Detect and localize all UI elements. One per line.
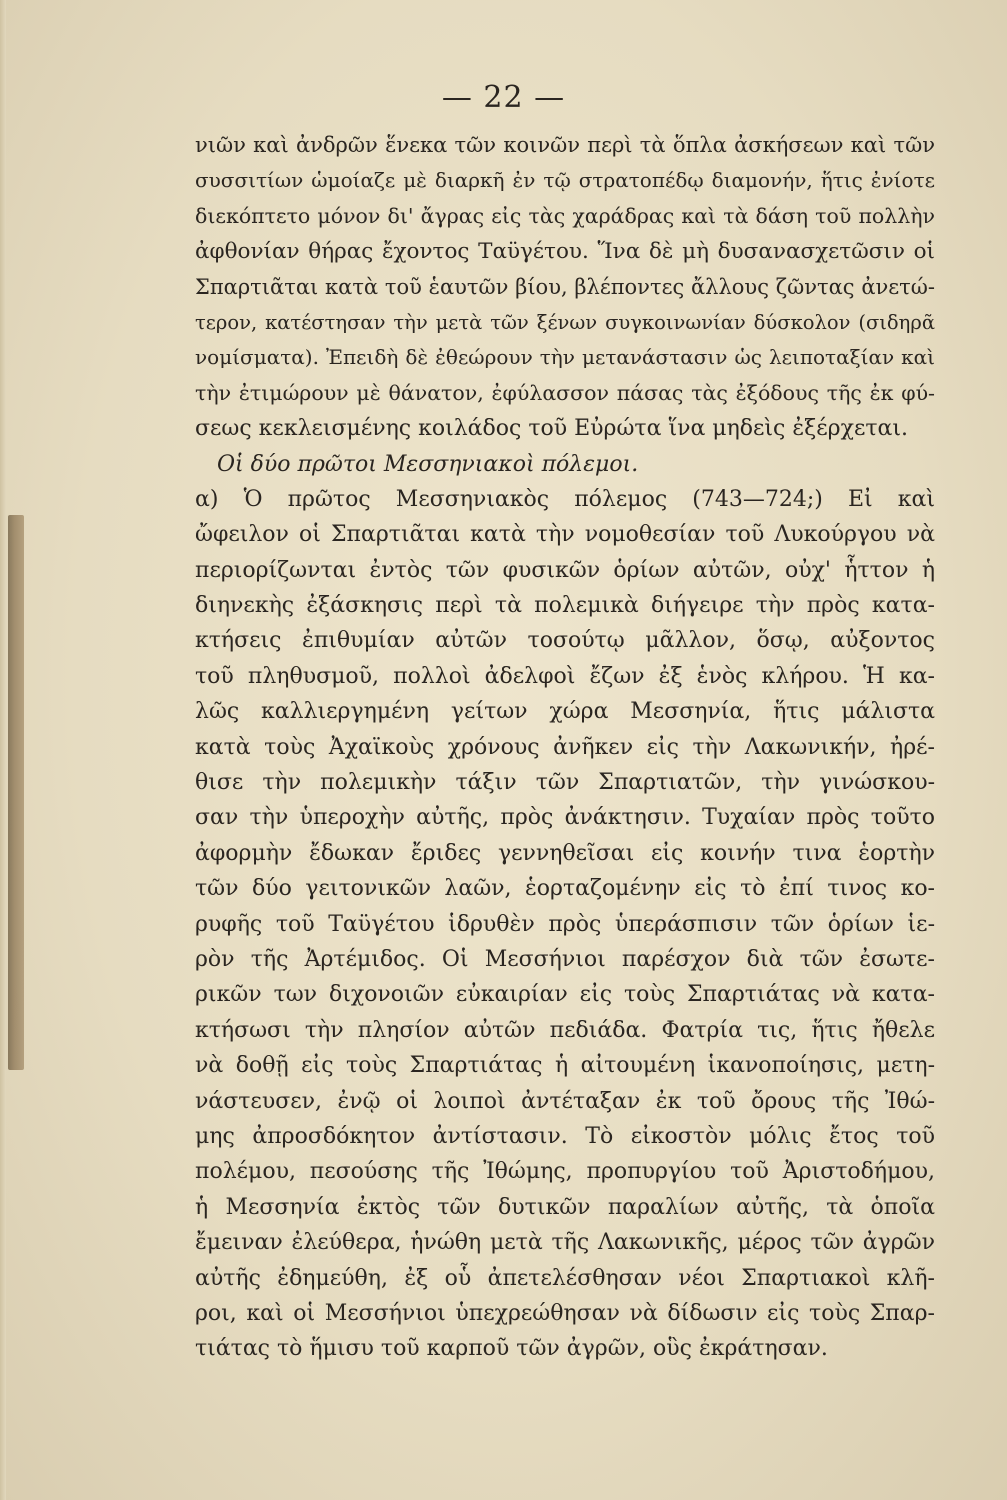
text-line: πολέμου, πεσούσης τῆς Ἰθώμης, προπυργίου τοῦ Ἀριστοδήμου, xyxy=(195,1159,935,1185)
text-line: τερον, κατέστησαν τὴν μετὰ τῶν ξένων συγκοινωνίαν δύσκολον (σιδηρᾶ xyxy=(195,310,935,334)
text-line: ὤφειλον οἱ Σπαρτιᾶται κατὰ τὴν νομοθεσίαν τοῦ Λυκούργου νὰ xyxy=(195,522,935,548)
text-line: ροι, καὶ οἱ Μεσσήνιοι ὑπεχρεώθησαν νὰ δίδωσιν εἰς τοὺς Σπαρ- xyxy=(195,1300,935,1326)
text-line: σαν τὴν ὑπεροχὴν αὐτῆς, πρὸς ἀνάκτησιν. Τυχαίαν πρὸς τοῦτο xyxy=(195,805,935,831)
section-heading: Οἱ δύο πρῶτοι Μεσσηνιακοὶ πόλεμοι. xyxy=(217,451,639,477)
text-line: νομίσματα). Ἐπειδὴ δὲ ἐθεώρουν τὴν μετανάστασιν ὡς λειποταξίαν καὶ xyxy=(195,345,935,370)
page-number: — 22 — xyxy=(441,80,566,115)
text-line: λῶς καλλιεργημένη γείτων χώρα Μεσσηνία, ἥτις μάλιστα xyxy=(195,699,935,725)
text-line: μης ἀπροσδόκητον ἀντίστασιν. Τὸ εἰκοστὸν μόλις ἔτος τοῦ xyxy=(195,1123,935,1149)
text-line: ἀφορμὴν ἔδωκαν ἔριδες γεννηθεῖσαι εἰς κοινήν τινα ἑορτὴν xyxy=(195,840,935,866)
body-text xyxy=(195,128,935,1367)
text-line: νάστευσεν, ἐνῷ οἱ λοιποὶ ἀντέταξαν ἐκ τοῦ ὄρους τῆς Ἰθώ- xyxy=(195,1088,935,1114)
text-line: τῶν δύο γειτονικῶν λαῶν, ἑορταζομένην εἰς τὸ ἐπί τινος κο- xyxy=(195,876,935,902)
text-line: ρυφῆς τοῦ Ταϋγέτου ἱδρυθὲν πρὸς ὑπεράσπισιν τῶν ὁρίων ἱε- xyxy=(195,911,935,937)
text-line: θισε τὴν πολεμικὴν τάξιν τῶν Σπαρτιατῶν, τὴν γινώσκου- xyxy=(195,770,935,796)
text-line: κατὰ τοὺς Ἀχαϊκοὺς χρόνους ἀνῆκεν εἰς τὴν Λακωνικήν, ἠρέ- xyxy=(195,734,935,760)
text-line: τιάτας τὸ ἥμισυ τοῦ καρποῦ τῶν ἀγρῶν, οὓς ἐκράτησαν. xyxy=(195,1336,828,1362)
text-line: περιορίζωνται ἐντὸς τῶν φυσικῶν ὁρίων αὐτῶν, οὐχ' ἧττον ἡ xyxy=(195,557,935,583)
text-line: ρικῶν των διχονοιῶν εὐκαιρίαν εἰς τοὺς Σπαρτιάτας νὰ κατα- xyxy=(195,982,935,1008)
text-line: κτήσωσι τὴν πλησίον αὐτῶν πεδιάδα. Φατρία τις, ἥτις ἤθελε xyxy=(195,1017,935,1043)
text-line: νιῶν καὶ ἀνδρῶν ἕνεκα τῶν κοινῶν περὶ τὰ ὅπλα ἀσκήσεων καὶ τῶν xyxy=(195,133,935,157)
text-line: διεκόπτετο μόνον δι' ἄγρας εἰς τὰς χαράδρας καὶ τὰ δάση τοῦ πολλὴν xyxy=(195,203,935,228)
binding-stain xyxy=(8,515,24,1070)
page-edge xyxy=(0,0,6,1500)
text-line: τὴν ἐτιμώρουν μὲ θάνατον, ἐφύλασσον πάσας τὰς ἐξόδους τῆς ἐκ φύ- xyxy=(195,380,935,405)
text-line: αὐτῆς ἐδημεύθη, ἐξ οὗ ἀπετελέσθησαν νέοι Σπαρτιακοὶ κλῆ- xyxy=(195,1265,935,1291)
text-line: συσσιτίων ὡμοίαζε μὲ διαρκῆ ἐν τῷ στρατοπέδῳ διαμονήν, ἥτις ἐνίοτε xyxy=(195,168,935,193)
text-line: νὰ δοθῇ εἰς τοὺς Σπαρτιάτας ἡ αἰτουμένη ἱκανοποίησις, μετη- xyxy=(195,1053,935,1079)
text-line: ἡ Μεσσηνία ἐκτὸς τῶν δυτικῶν παραλίων αὐτῆς, τὰ ὁποῖα xyxy=(195,1194,935,1220)
text-line: διηνεκὴς ἐξάσκησις περὶ τὰ πολεμικὰ διήγειρε τὴν πρὸς κατα- xyxy=(195,593,935,619)
text-line: Σπαρτιᾶται κατὰ τοῦ ἑαυτῶν βίου, βλέποντες ἄλλους ζῶντας ἀνετώ- xyxy=(195,274,935,299)
text-line: κτήσεις ἐπιθυμίαν αὐτῶν τοσούτῳ μᾶλλον, ὅσῳ, αὐξοντος xyxy=(195,628,935,654)
text-line: ἔμειναν ἐλεύθερα, ἡνώθη μετὰ τῆς Λακωνικῆς, μέρος τῶν ἀγρῶν xyxy=(195,1230,935,1256)
text-line: ἀφθονίαν θήρας ἔχοντος Ταϋγέτου. Ἵνα δὲ μὴ δυσανασχετῶσιν οἱ xyxy=(195,239,935,265)
text-line: ρὸν τῆς Ἀρτέμιδος. Οἱ Μεσσήνιοι παρέσχον διὰ τῶν ἐσωτε- xyxy=(195,946,935,972)
text-line: τοῦ πληθυσμοῦ, πολλοὶ ἀδελφοὶ ἔζων ἐξ ἑνὸς κλήρου. Ἡ κα- xyxy=(195,663,935,689)
text-line: σεως κεκλεισμένης κοιλάδος τοῦ Εὐρώτα ἵνα μηδεὶς ἐξέρχεται. xyxy=(195,416,908,442)
text-line: α) Ὁ πρῶτος Μεσσηνιακὸς πόλεμος (743—724;) Εἰ καὶ xyxy=(195,486,935,512)
